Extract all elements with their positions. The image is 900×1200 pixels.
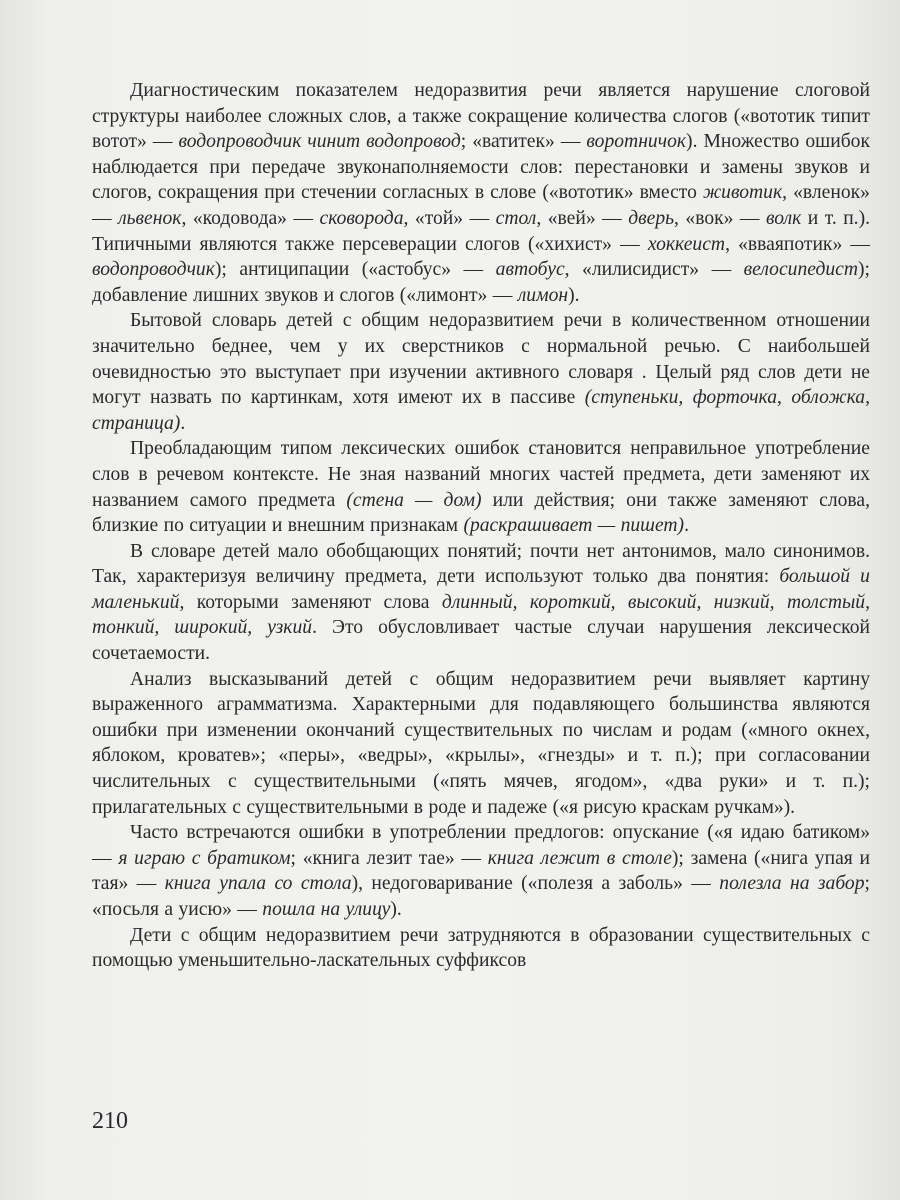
text-run: или действия; они также заменяют слова, близкие по ситуации и внешним признакам: [92, 489, 871, 537]
text-run: ), недоговаривание («полезя а заболь» —: [351, 873, 720, 895]
paragraph-2: [92, 308, 870, 436]
text-run: ; «посьля а уисю» —: [92, 873, 870, 920]
italic-run: пошла на улицу: [262, 899, 391, 920]
text-run: Дети с общим недоразвитием речи затрудняются в образовании существительных с помощью уменьшительно-ласкательных суффиксов: [92, 924, 870, 972]
italic-run: водопроводчик: [92, 259, 215, 281]
italic-run: полезла на забор: [719, 873, 865, 895]
text-run: Преобладающим типом лексических ошибок становится неправильное употребление слов в речевом контексте. Не зная названий многих частей предмета, дети заменяют их названием самого предмета: [92, 438, 870, 511]
text-run: , «той» —: [403, 207, 496, 229]
text-run: Анализ высказываний детей с общим недоразвитием речи выявляет картину выраженного аграмматизма. Характерными для подавляющего большинства являются ошибки при изменении окончаний существительных по числам и родам («много окнех, яблоком, кроватев»; «перы», «ведры», «крылы», «гнезды» и т. п.); при согласовании числительных с существительными («пять мячев, ягодом», «два руки» и т. п.); прилагательных с существительными в роде и падеже («я рисую краскам ручкам»).: [92, 668, 870, 818]
italic-run: (раскрашивает — пишет): [463, 515, 685, 537]
text-run: ); добавление лишних звуков и слогов («лимонт» —: [92, 259, 870, 306]
text-run: Бытовой словарь детей с общим недоразвитием речи в количественном отношении значительно беднее, чем у их сверстников с нормальной речью. С наибольшей очевидностью это выступает при изучении активного словаря . Целый ряд слов дети не могут назвать по картинкам, хотя имеют их в пассиве: [92, 310, 870, 409]
italic-run: волк: [766, 207, 802, 229]
italic-run: автобус: [495, 259, 565, 281]
paragraph-6: [92, 820, 870, 922]
paragraph-4: [92, 539, 870, 667]
italic-run: хоккеист: [647, 233, 726, 255]
paragraph-7: [92, 923, 870, 974]
paragraph-5: [92, 667, 870, 821]
text-run: ); замена («нига упая и тая» —: [92, 847, 871, 895]
italic-run: стол: [495, 207, 537, 229]
text-run: , «вваяпотик» —: [725, 233, 870, 255]
text-run: .: [684, 515, 689, 537]
body-text: [92, 78, 870, 974]
paragraph-3: [92, 436, 870, 538]
italic-run: животик: [702, 182, 783, 204]
italic-run: (ступеньки, форточка, обложка, страница): [92, 387, 870, 434]
text-run: . Это обусловливает частые случаи нарушения лексической сочетаемости.: [92, 617, 870, 665]
italic-run: большой и маленький: [92, 566, 870, 613]
text-run: ).: [568, 284, 580, 306]
italic-run: дверь: [628, 207, 675, 229]
italic-run: водопроводчик чинит водопровод: [178, 131, 461, 153]
italic-run: львенок: [118, 207, 182, 229]
text-run: Часто встречаются ошибки в употреблении предлогов: опускание («я идаю батиком» —: [92, 822, 870, 869]
text-run: Диагностическим показателем недоразвития речи является нарушение слоговой структуры наиболее сложных слов, а также сокращение количества слогов («вототик типит вотот» —: [92, 80, 870, 153]
italic-run: (стена — дом): [346, 489, 482, 511]
italic-run: книга лежит в столе: [487, 847, 672, 869]
text-run: , «лилисидист» —: [564, 259, 744, 281]
text-run: ; «книга лезит тае» —: [290, 847, 488, 869]
text-run: ; «ватитек» —: [460, 131, 587, 153]
text-run: , «вок» —: [674, 207, 767, 229]
text-run: .: [180, 412, 186, 434]
italic-run: книга упала со стола: [164, 873, 352, 895]
italic-run: длинный, короткий, высокий, низкий, толстый, тонкий, широкий, узкий: [92, 591, 870, 639]
italic-run: велосипедист: [743, 259, 859, 281]
text-run: ).: [390, 899, 402, 920]
italic-run: я играю с братиком: [118, 847, 291, 869]
text-run: , которыми заменяют слова: [179, 591, 442, 613]
text-run: , «вленок» —: [92, 182, 870, 229]
text-run: ). Множество ошибок наблюдается при передаче звуконаполняемости слов: перестановки и замены звуков и слогов, сокращения при стечении согласных в слове («вототик» вместо: [92, 131, 870, 204]
text-run: , «вей» —: [536, 207, 629, 229]
italic-run: сковорода: [319, 207, 404, 229]
paragraph-1: [92, 78, 870, 308]
text-run: и т. п.). Типичными являются также персеверации слогов («хихист» —: [92, 207, 871, 255]
page-number: 210: [92, 1108, 128, 1134]
text-run: ); антиципации («астобус» —: [214, 259, 496, 281]
text-run: В словаре детей мало обобщающих понятий; почти нет антонимов, мало синонимов. Так, характеризуя величину предмета, дети используют только два понятия:: [92, 540, 870, 588]
italic-run: лимон: [517, 284, 569, 306]
text-run: , «кодовода» —: [181, 207, 320, 229]
italic-run: воротничок: [586, 131, 687, 153]
